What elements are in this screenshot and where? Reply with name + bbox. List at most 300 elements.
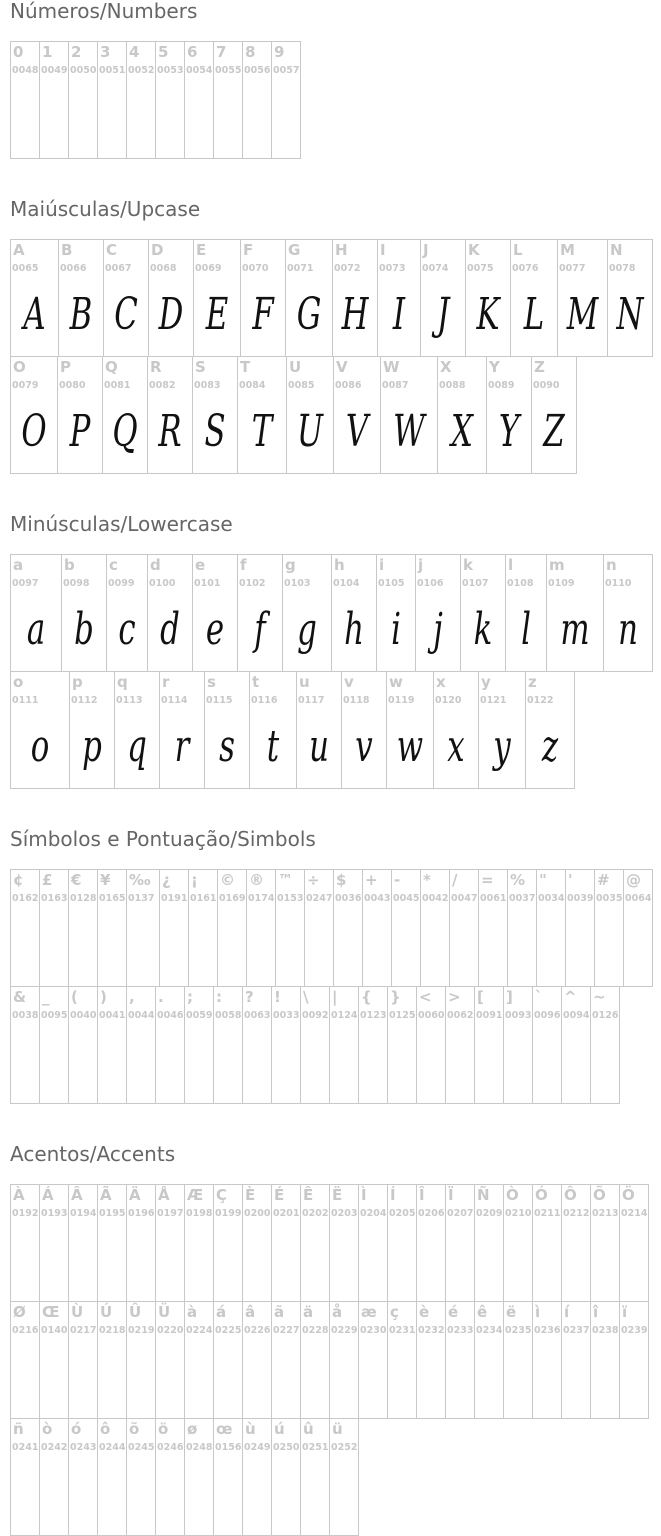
glyph-code-label: 0113: [116, 695, 143, 706]
glyph-cell: [184, 41, 214, 159]
glyph-char-label: -: [394, 871, 401, 889]
glyph-char-label: ®: [249, 871, 264, 889]
glyph-char-label: /: [452, 871, 458, 889]
glyph-code-label: 0058: [215, 1010, 242, 1021]
glyph-char-label: ¡: [191, 871, 198, 889]
glyph-code-label: 0097: [12, 578, 39, 589]
glyph-char-label: Œ: [42, 1303, 60, 1321]
glyph-code-label: 0085: [288, 380, 315, 391]
glyph-code-label: 0123: [360, 1010, 387, 1021]
glyph-preview: D: [158, 289, 184, 340]
glyph-char-label: ø: [187, 1420, 198, 1438]
glyph-code-label: 0169: [219, 893, 246, 904]
glyph-preview: q: [127, 721, 147, 772]
glyph-code-label: 0056: [244, 65, 271, 76]
glyph-char-label: í: [564, 1303, 570, 1321]
glyph-char-label: ü: [332, 1420, 343, 1438]
glyph-code-label: 0195: [99, 1208, 126, 1219]
glyph-code-label: 0206: [418, 1208, 445, 1219]
glyph-cell: [237, 356, 287, 474]
glyph-code-label: 0091: [476, 1010, 503, 1021]
glyph-char-label: ,: [129, 988, 135, 1006]
glyph-code-label: 0087: [382, 380, 409, 391]
glyph-cell: [10, 239, 59, 357]
glyph-code-label: 0234: [476, 1325, 503, 1336]
glyph-cell: [213, 41, 243, 159]
glyph-char-label: H: [335, 241, 348, 259]
glyph-code-label: 0084: [239, 380, 266, 391]
glyph-code-label: 0088: [439, 380, 466, 391]
glyph-cell: [147, 554, 193, 672]
glyph-code-label: 0212: [563, 1208, 590, 1219]
glyph-cell: [532, 1184, 562, 1302]
glyph-code-label: 0226: [244, 1325, 271, 1336]
glyph-cell: [478, 671, 526, 789]
glyph-char-label: ÷: [307, 871, 320, 889]
glyph-preview: N: [616, 289, 644, 340]
glyph-char-label: Ü: [158, 1303, 171, 1321]
glyph-code-label: 0101: [194, 578, 221, 589]
glyph-cell: [242, 1301, 272, 1419]
glyph-preview: U: [297, 406, 323, 457]
glyph-cell: [192, 554, 238, 672]
glyph-char-label: X: [440, 358, 452, 376]
glyph-char-label: Í: [390, 1186, 396, 1204]
glyph-cell: [358, 1301, 388, 1419]
glyph-cell: [97, 1184, 127, 1302]
glyph-code-label: 0244: [99, 1442, 126, 1453]
glyph-char-label: Ö: [622, 1186, 635, 1204]
glyph-char-label: _: [42, 988, 50, 1006]
glyph-char-label: æ: [361, 1303, 377, 1321]
glyph-char-label: @: [626, 871, 641, 889]
glyph-cell: [213, 986, 243, 1104]
glyph-char-label: x: [436, 673, 446, 691]
glyph-cell: [103, 239, 149, 357]
glyph-code-label: 0121: [480, 695, 507, 706]
glyph-cell: [445, 1184, 475, 1302]
glyph-char-label: È: [245, 1186, 256, 1204]
glyph-code-label: 0205: [389, 1208, 416, 1219]
glyph-code-label: 0213: [592, 1208, 619, 1219]
glyph-code-label: 0210: [505, 1208, 532, 1219]
glyph-code-label: 0242: [41, 1442, 68, 1453]
glyph-code-label: 0250: [273, 1442, 300, 1453]
glyph-code-label: 0137: [128, 893, 155, 904]
glyph-cell: [126, 986, 156, 1104]
glyph-char-label: f: [240, 556, 247, 574]
glyph-cell: [532, 1301, 562, 1419]
glyph-row: [10, 41, 300, 159]
glyph-char-label: Ì: [361, 1186, 367, 1204]
glyph-code-label: 0079: [12, 380, 39, 391]
glyph-cell: [503, 1184, 533, 1302]
glyph-preview: u: [309, 721, 329, 772]
glyph-code-label: 0060: [418, 1010, 445, 1021]
glyph-preview: n: [618, 604, 638, 655]
glyph-cell: [10, 356, 58, 474]
glyph-cell: [420, 239, 466, 357]
glyph-char-label: j: [418, 556, 424, 574]
glyph-char-label: Î: [419, 1186, 425, 1204]
glyph-char-label: <: [419, 988, 432, 1006]
glyph-cell: [39, 1184, 69, 1302]
glyph-cell: [619, 1184, 649, 1302]
glyph-cell: [271, 1418, 301, 1536]
glyph-cell: [10, 1184, 40, 1302]
glyph-cell: [561, 986, 591, 1104]
glyph-code-label: 0232: [418, 1325, 445, 1336]
glyph-char-label: ): [100, 988, 107, 1006]
glyph-code-label: 0203: [331, 1208, 358, 1219]
glyph-char-label: ‰: [129, 871, 151, 889]
glyph-preview: g: [297, 604, 317, 655]
glyph-code-label: 0096: [534, 1010, 561, 1021]
glyph-cell: [623, 869, 653, 987]
glyph-char-label: W: [383, 358, 400, 376]
glyph-code-label: 0044: [128, 1010, 155, 1021]
glyph-char-label: a: [13, 556, 24, 574]
glyph-char-label: I: [380, 241, 386, 259]
glyph-row: [10, 671, 574, 789]
glyph-cell: [188, 869, 218, 987]
glyph-cell: [304, 869, 334, 987]
glyph-char-label: ö: [158, 1420, 169, 1438]
glyph-char-label: m: [549, 556, 565, 574]
glyph-preview: e: [205, 604, 225, 655]
glyph-preview: C: [114, 289, 138, 340]
glyph-char-label: 5: [158, 43, 169, 61]
glyph-code-label: 0217: [70, 1325, 97, 1336]
glyph-char-label: l: [508, 556, 514, 574]
glyph-char-label: Á: [42, 1186, 54, 1204]
glyph-cell: [69, 671, 115, 789]
glyph-char-label: õ: [129, 1420, 140, 1438]
glyph-row: [10, 356, 576, 474]
glyph-preview: m: [560, 604, 590, 655]
glyph-char-label: e: [195, 556, 206, 574]
glyph-cell: [213, 1184, 243, 1302]
glyph-code-label: 0073: [379, 263, 406, 274]
glyph-code-label: 0041: [99, 1010, 126, 1021]
glyph-code-label: 0064: [625, 893, 652, 904]
glyph-char-label: ã: [274, 1303, 285, 1321]
glyph-char-label: R: [150, 358, 162, 376]
glyph-preview: T: [251, 406, 273, 457]
glyph-char-label: û: [303, 1420, 314, 1438]
glyph-cell: [285, 239, 333, 357]
glyph-preview: L: [523, 289, 545, 340]
glyph-char-label: Ø: [13, 1303, 26, 1321]
glyph-preview: a: [26, 604, 46, 655]
glyph-cell: [147, 356, 193, 474]
glyph-char-label: g: [285, 556, 296, 574]
glyph-code-label: 0103: [284, 578, 311, 589]
glyph-cell: [300, 986, 330, 1104]
glyph-code-label: 0069: [195, 263, 222, 274]
glyph-code-label: 0231: [389, 1325, 416, 1336]
glyph-code-label: 0246: [157, 1442, 184, 1453]
glyph-cell: [275, 869, 305, 987]
glyph-char-label: ú: [274, 1420, 285, 1438]
glyph-cell: [300, 1184, 330, 1302]
glyph-code-label: 0238: [592, 1325, 619, 1336]
glyph-cell: [420, 869, 450, 987]
glyph-cell: [97, 1418, 127, 1536]
glyph-cell: [358, 986, 388, 1104]
glyph-cell: [184, 1301, 214, 1419]
glyph-cell: [474, 986, 504, 1104]
glyph-char-label: ä: [303, 1303, 314, 1321]
glyph-char-label: q: [117, 673, 128, 691]
glyph-char-label: \: [303, 988, 309, 1006]
glyph-char-label: &: [13, 988, 27, 1006]
glyph-char-label: n: [606, 556, 617, 574]
glyph-preview: s: [219, 721, 235, 772]
glyph-preview: I: [392, 289, 406, 340]
glyph-cell: [380, 356, 438, 474]
glyph-cell: [510, 239, 558, 357]
section-title: Símbolos e Pontuação/Simbols: [10, 827, 316, 851]
glyph-char-label: ]: [506, 988, 513, 1006]
glyph-code-label: 0120: [435, 695, 462, 706]
glyph-cell: [505, 554, 547, 672]
glyph-cell: [184, 1184, 214, 1302]
glyph-cell: [332, 239, 378, 357]
glyph-code-label: 0202: [302, 1208, 329, 1219]
glyph-cell: [271, 41, 301, 159]
glyph-preview: B: [69, 289, 93, 340]
glyph-code-label: 0119: [388, 695, 415, 706]
glyph-code-label: 0074: [422, 263, 449, 274]
glyph-char-label: }: [390, 988, 401, 1006]
glyph-code-label: 0092: [302, 1010, 329, 1021]
glyph-code-label: 0063: [244, 1010, 271, 1021]
glyph-code-label: 0249: [244, 1442, 271, 1453]
glyph-cell: [358, 1184, 388, 1302]
glyph-char-label: å: [332, 1303, 343, 1321]
glyph-code-label: 0066: [60, 263, 87, 274]
glyph-code-label: 0200: [244, 1208, 271, 1219]
glyph-cell: [10, 41, 40, 159]
glyph-code-label: 0194: [70, 1208, 97, 1219]
glyph-cell: [39, 986, 69, 1104]
glyph-code-label: 0199: [215, 1208, 242, 1219]
section-title: Minúsculas/Lowercase: [10, 512, 233, 536]
glyph-code-label: 0061: [480, 893, 507, 904]
glyph-char-label: Ç: [216, 1186, 228, 1204]
glyph-char-label: t: [252, 673, 260, 691]
glyph-preview: v: [355, 721, 373, 772]
glyph-cell: [594, 869, 624, 987]
glyph-char-label: i: [379, 556, 385, 574]
glyph-cell: [296, 671, 342, 789]
glyph-cell: [590, 1301, 620, 1419]
glyph-cell: [68, 869, 98, 987]
glyph-cell: [474, 1301, 504, 1419]
glyph-preview: V: [345, 406, 369, 457]
glyph-code-label: 0036: [335, 893, 362, 904]
glyph-char-label: Ñ: [477, 1186, 490, 1204]
glyph-code-label: 0050: [70, 65, 97, 76]
glyph-char-label: ¥: [100, 871, 111, 889]
glyph-preview: M: [566, 289, 599, 340]
glyph-code-label: 0140: [41, 1325, 68, 1336]
glyph-code-label: 0165: [99, 893, 126, 904]
glyph-char-label: !: [274, 988, 281, 1006]
glyph-preview: k: [473, 604, 493, 655]
glyph-code-label: 0040: [70, 1010, 97, 1021]
glyph-char-label: $: [336, 871, 347, 889]
glyph-code-label: 0102: [239, 578, 266, 589]
glyph-char-label: ¢: [13, 871, 24, 889]
glyph-char-label: â: [245, 1303, 256, 1321]
glyph-cell: [10, 869, 40, 987]
glyph-cell: [39, 41, 69, 159]
glyph-cell: [39, 1418, 69, 1536]
glyph-char-label: Ô: [564, 1186, 577, 1204]
glyph-code-label: 0037: [509, 893, 536, 904]
glyph-char-label: É: [274, 1186, 285, 1204]
glyph-code-label: 0245: [128, 1442, 155, 1453]
glyph-code-label: 0236: [534, 1325, 561, 1336]
glyph-cell: [217, 869, 247, 987]
glyph-char-label: p: [72, 673, 83, 691]
glyph-cell: [300, 1301, 330, 1419]
glyph-char-label: +: [365, 871, 378, 889]
glyph-cell: [10, 671, 70, 789]
glyph-row: [10, 1301, 648, 1419]
glyph-char-label: ê: [477, 1303, 488, 1321]
glyph-cell: [531, 356, 577, 474]
glyph-code-label: 0059: [186, 1010, 213, 1021]
glyph-char-label: ô: [100, 1420, 111, 1438]
glyph-code-label: 0122: [527, 695, 554, 706]
glyph-cell: [114, 671, 160, 789]
glyph-code-label: 0035: [596, 893, 623, 904]
glyph-code-label: 0218: [99, 1325, 126, 1336]
glyph-char-label: w: [389, 673, 403, 691]
glyph-code-label: 0117: [298, 695, 325, 706]
glyph-cell: [449, 869, 479, 987]
glyph-char-label: 2: [71, 43, 82, 61]
glyph-cell: [192, 356, 238, 474]
glyph-preview: c: [118, 604, 136, 655]
glyph-char-label: J: [423, 241, 429, 259]
glyph-char-label: 7: [216, 43, 227, 61]
glyph-code-label: 0227: [273, 1325, 300, 1336]
glyph-code-label: 0116: [251, 695, 278, 706]
glyph-code-label: 0248: [186, 1442, 213, 1453]
glyph-code-label: 0192: [12, 1208, 39, 1219]
glyph-char-label: 1: [42, 43, 53, 61]
glyph-preview: o: [30, 721, 50, 772]
glyph-char-label: 0: [13, 43, 24, 61]
glyph-cell: [126, 1301, 156, 1419]
glyph-char-label: Æ: [187, 1186, 204, 1204]
glyph-char-label: ì: [535, 1303, 541, 1321]
glyph-cell: [155, 1418, 185, 1536]
glyph-code-label: 0095: [41, 1010, 68, 1021]
glyph-cell: [561, 1301, 591, 1419]
glyph-char-label: ": [539, 871, 547, 889]
glyph-char-label: E: [196, 241, 207, 259]
glyph-cell: [246, 869, 276, 987]
glyph-cell: [249, 671, 297, 789]
glyph-char-label: Å: [158, 1186, 170, 1204]
glyph-code-label: 0225: [215, 1325, 242, 1336]
glyph-cell: [387, 1184, 417, 1302]
glyph-preview: w: [396, 721, 424, 772]
glyph-char-label: é: [448, 1303, 459, 1321]
glyph-code-label: 0049: [41, 65, 68, 76]
glyph-char-label: *: [423, 871, 431, 889]
glyph-char-label: Õ: [593, 1186, 606, 1204]
glyph-code-label: 0070: [242, 263, 269, 274]
glyph-char-label: 9: [274, 43, 285, 61]
glyph-code-label: 0111: [12, 695, 39, 706]
glyph-cell: [148, 239, 194, 357]
glyph-char-label: D: [151, 241, 164, 259]
glyph-code-label: 0235: [505, 1325, 532, 1336]
glyph-code-label: 0252: [331, 1442, 358, 1453]
glyph-cell: [433, 671, 479, 789]
glyph-cell: [300, 1418, 330, 1536]
section-title: Números/Numbers: [10, 0, 198, 23]
glyph-cell: [97, 869, 127, 987]
glyph-char-label: ò: [42, 1420, 53, 1438]
glyph-code-label: 0239: [621, 1325, 648, 1336]
glyph-cell: [619, 1301, 649, 1419]
glyph-cell: [590, 986, 620, 1104]
glyph-char-label: Ò: [506, 1186, 519, 1204]
glyph-cell: [341, 671, 387, 789]
glyph-char-label: U: [289, 358, 302, 376]
glyph-char-label: d: [150, 556, 161, 574]
glyph-cell: [590, 1184, 620, 1302]
glyph-code-label: 0062: [447, 1010, 474, 1021]
glyph-char-label: P: [60, 358, 71, 376]
glyph-cell: [546, 554, 604, 672]
glyph-char-label: F: [243, 241, 254, 259]
glyph-cell: [102, 356, 148, 474]
glyph-cell: [126, 869, 160, 987]
glyph-code-label: 0207: [447, 1208, 474, 1219]
glyph-char-label: N: [610, 241, 623, 259]
glyph-cell: [242, 41, 272, 159]
glyph-code-label: 0067: [105, 263, 132, 274]
glyph-char-label: S: [195, 358, 206, 376]
glyph-cell: [155, 41, 185, 159]
glyph-code-label: 0100: [149, 578, 176, 589]
glyph-code-label: 0228: [302, 1325, 329, 1336]
glyph-char-label: ñ: [13, 1420, 24, 1438]
glyph-cell: [10, 1418, 40, 1536]
glyph-char-label: T: [240, 358, 251, 376]
glyph-code-label: 0241: [12, 1442, 39, 1453]
glyph-code-label: 0161: [190, 893, 217, 904]
glyph-code-label: 0054: [186, 65, 213, 76]
glyph-cell: [416, 1184, 446, 1302]
glyph-preview: b: [74, 604, 94, 655]
glyph-code-label: 0076: [512, 263, 539, 274]
glyph-cell: [68, 1418, 98, 1536]
glyph-code-label: 0052: [128, 65, 155, 76]
glyph-cell: [416, 1301, 446, 1419]
glyph-char-label: s: [207, 673, 216, 691]
glyph-preview: A: [23, 289, 46, 340]
glyph-char-label: ;: [187, 988, 193, 1006]
